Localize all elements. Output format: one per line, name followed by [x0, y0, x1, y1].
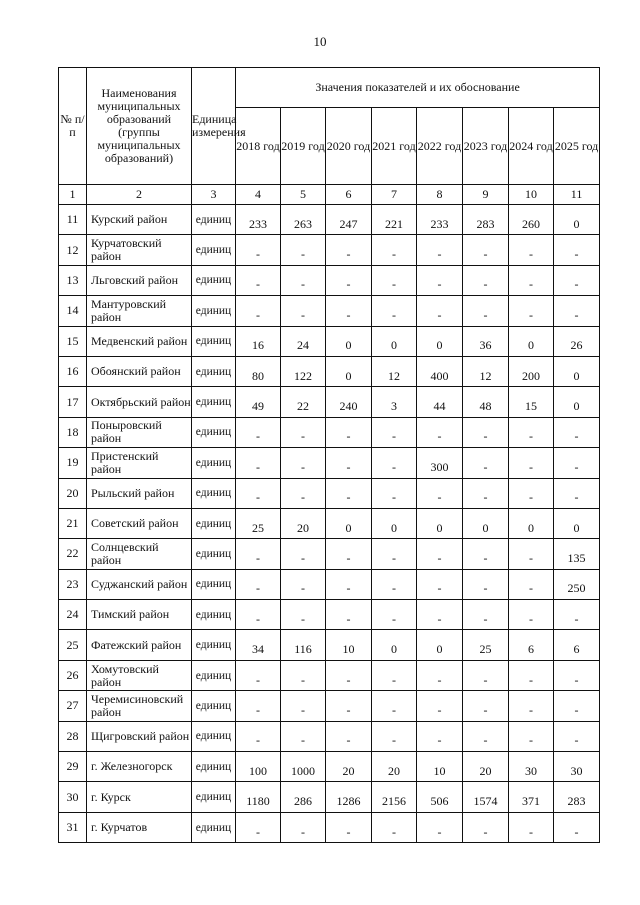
- value-cell: 0: [417, 630, 463, 660]
- table-row: [59, 660, 600, 690]
- value-cell: -: [326, 265, 372, 295]
- table-row: [59, 691, 600, 721]
- value-cell: 0: [417, 508, 463, 538]
- value-cell: -: [417, 812, 463, 842]
- value-cell: 1574: [463, 782, 509, 812]
- value-cell: -: [417, 539, 463, 569]
- row-number: 15: [59, 326, 87, 356]
- value-cell: -: [236, 417, 281, 447]
- value-cell: -: [554, 478, 600, 508]
- value-cell: 20: [463, 752, 509, 782]
- column-number: 1: [59, 185, 87, 205]
- unit-cell: единиц: [192, 205, 236, 235]
- value-cell: 48: [463, 387, 509, 417]
- value-cell: -: [326, 812, 372, 842]
- header-year: 2021 год: [372, 108, 417, 185]
- value-cell: -: [236, 721, 281, 751]
- table-row: [59, 752, 600, 782]
- value-cell: -: [326, 600, 372, 630]
- value-cell: -: [509, 417, 554, 447]
- value-cell: 24: [281, 326, 326, 356]
- value-cell: -: [554, 417, 600, 447]
- value-cell: -: [372, 265, 417, 295]
- value-cell: -: [372, 448, 417, 478]
- value-cell: -: [417, 265, 463, 295]
- value-cell: -: [417, 660, 463, 690]
- column-number: 8: [417, 185, 463, 205]
- table-row: [59, 539, 600, 569]
- table-row: [59, 721, 600, 751]
- municipality-name: г. Курск: [87, 782, 192, 812]
- table-row: [59, 569, 600, 599]
- value-cell: 116: [281, 630, 326, 660]
- value-cell: 286: [281, 782, 326, 812]
- municipality-name: Медвенский район: [87, 326, 192, 356]
- value-cell: -: [326, 721, 372, 751]
- value-cell: -: [281, 691, 326, 721]
- value-cell: -: [463, 417, 509, 447]
- value-cell: -: [463, 691, 509, 721]
- value-cell: 0: [417, 326, 463, 356]
- column-number: 11: [554, 185, 600, 205]
- municipality-name: г. Курчатов: [87, 812, 192, 842]
- table-row: [59, 782, 600, 812]
- header-name: Наименования муниципальных образований (группы муниципальных образований): [87, 68, 192, 185]
- value-cell: 36: [463, 326, 509, 356]
- value-cell: 260: [509, 205, 554, 235]
- table-row: [59, 812, 600, 842]
- municipality-name: Рыльский район: [87, 478, 192, 508]
- value-cell: -: [554, 660, 600, 690]
- value-cell: -: [236, 296, 281, 326]
- value-cell: -: [236, 600, 281, 630]
- table-row: [59, 478, 600, 508]
- column-number: 7: [372, 185, 417, 205]
- header-num: № п/п: [59, 68, 87, 185]
- value-cell: 400: [417, 356, 463, 386]
- value-cell: 250: [554, 569, 600, 599]
- value-cell: -: [463, 569, 509, 599]
- column-number: 4: [236, 185, 281, 205]
- value-cell: 10: [326, 630, 372, 660]
- row-number: 23: [59, 569, 87, 599]
- value-cell: -: [326, 235, 372, 265]
- column-number: 5: [281, 185, 326, 205]
- value-cell: 0: [509, 508, 554, 538]
- value-cell: -: [372, 812, 417, 842]
- value-cell: 25: [463, 630, 509, 660]
- unit-cell: единиц: [192, 539, 236, 569]
- value-cell: -: [236, 235, 281, 265]
- table-row: [59, 508, 600, 538]
- value-cell: 1000: [281, 752, 326, 782]
- value-cell: -: [509, 660, 554, 690]
- value-cell: -: [509, 812, 554, 842]
- unit-cell: единиц: [192, 265, 236, 295]
- value-cell: -: [326, 569, 372, 599]
- row-number: 14: [59, 296, 87, 326]
- header-year: 2025 год: [554, 108, 600, 185]
- value-cell: 44: [417, 387, 463, 417]
- value-cell: -: [463, 721, 509, 751]
- row-number: 19: [59, 448, 87, 478]
- value-cell: 371: [509, 782, 554, 812]
- value-cell: -: [417, 569, 463, 599]
- unit-cell: единиц: [192, 508, 236, 538]
- municipality-name: Суджанский район: [87, 569, 192, 599]
- value-cell: -: [281, 235, 326, 265]
- value-cell: 12: [463, 356, 509, 386]
- table-row: [59, 296, 600, 326]
- unit-cell: единиц: [192, 417, 236, 447]
- value-cell: 0: [326, 326, 372, 356]
- row-number: 13: [59, 265, 87, 295]
- value-cell: -: [509, 569, 554, 599]
- value-cell: -: [417, 235, 463, 265]
- value-cell: 80: [236, 356, 281, 386]
- column-number: 6: [326, 185, 372, 205]
- value-cell: -: [509, 235, 554, 265]
- value-cell: -: [326, 478, 372, 508]
- table-row: [59, 600, 600, 630]
- value-cell: -: [372, 660, 417, 690]
- value-cell: -: [236, 448, 281, 478]
- value-cell: 0: [509, 326, 554, 356]
- row-number: 29: [59, 752, 87, 782]
- table-row: [59, 356, 600, 386]
- unit-cell: единиц: [192, 356, 236, 386]
- value-cell: -: [326, 448, 372, 478]
- table-row: [59, 326, 600, 356]
- value-cell: -: [417, 478, 463, 508]
- value-cell: -: [281, 265, 326, 295]
- value-cell: -: [554, 812, 600, 842]
- value-cell: -: [417, 721, 463, 751]
- value-cell: -: [463, 600, 509, 630]
- value-cell: 16: [236, 326, 281, 356]
- municipality-name: Щигровский район: [87, 721, 192, 751]
- municipality-name: Фатежский район: [87, 630, 192, 660]
- value-cell: 0: [554, 387, 600, 417]
- value-cell: 506: [417, 782, 463, 812]
- value-cell: 0: [554, 205, 600, 235]
- row-number: 21: [59, 508, 87, 538]
- value-cell: -: [372, 691, 417, 721]
- value-cell: 1286: [326, 782, 372, 812]
- value-cell: 283: [463, 205, 509, 235]
- unit-cell: единиц: [192, 721, 236, 751]
- unit-cell: единиц: [192, 630, 236, 660]
- value-cell: 0: [372, 326, 417, 356]
- table-row: [59, 265, 600, 295]
- row-number: 22: [59, 539, 87, 569]
- municipality-name: Солнцевский район: [87, 539, 192, 569]
- value-cell: -: [509, 448, 554, 478]
- municipality-name: Хомутовский район: [87, 660, 192, 690]
- row-number: 26: [59, 660, 87, 690]
- value-cell: -: [554, 296, 600, 326]
- header-year: 2020 год: [326, 108, 372, 185]
- value-cell: -: [372, 235, 417, 265]
- header-year: 2024 год: [509, 108, 554, 185]
- value-cell: -: [281, 448, 326, 478]
- row-number: 28: [59, 721, 87, 751]
- value-cell: -: [463, 812, 509, 842]
- value-cell: 30: [554, 752, 600, 782]
- column-number: 3: [192, 185, 236, 205]
- value-cell: -: [281, 600, 326, 630]
- page-number: 10: [313, 34, 327, 49]
- value-cell: -: [463, 235, 509, 265]
- value-cell: -: [509, 691, 554, 721]
- table-row: [59, 387, 600, 417]
- value-cell: -: [463, 660, 509, 690]
- row-number: 11: [59, 205, 87, 235]
- row-number: 12: [59, 235, 87, 265]
- value-cell: -: [236, 812, 281, 842]
- row-number: 27: [59, 691, 87, 721]
- value-cell: 240: [326, 387, 372, 417]
- value-cell: 20: [281, 508, 326, 538]
- value-cell: 0: [372, 630, 417, 660]
- value-cell: 20: [326, 752, 372, 782]
- value-cell: -: [281, 812, 326, 842]
- value-cell: -: [463, 539, 509, 569]
- value-cell: 34: [236, 630, 281, 660]
- value-cell: -: [509, 721, 554, 751]
- value-cell: -: [236, 660, 281, 690]
- value-cell: 20: [372, 752, 417, 782]
- value-cell: 283: [554, 782, 600, 812]
- column-number: 10: [509, 185, 554, 205]
- row-number: 16: [59, 356, 87, 386]
- value-cell: 6: [554, 630, 600, 660]
- table-row: [59, 630, 600, 660]
- value-cell: -: [372, 417, 417, 447]
- value-cell: 25: [236, 508, 281, 538]
- value-cell: 100: [236, 752, 281, 782]
- value-cell: -: [554, 265, 600, 295]
- value-cell: -: [509, 265, 554, 295]
- row-number: 31: [59, 812, 87, 842]
- value-cell: -: [372, 569, 417, 599]
- value-cell: 10: [417, 752, 463, 782]
- value-cell: 200: [509, 356, 554, 386]
- value-cell: -: [326, 417, 372, 447]
- header-year: 2018 год: [236, 108, 281, 185]
- value-cell: 135: [554, 539, 600, 569]
- value-cell: -: [463, 478, 509, 508]
- value-cell: -: [326, 539, 372, 569]
- unit-cell: единиц: [192, 782, 236, 812]
- value-cell: -: [417, 600, 463, 630]
- value-cell: 263: [281, 205, 326, 235]
- value-cell: -: [417, 691, 463, 721]
- unit-cell: единиц: [192, 387, 236, 417]
- unit-cell: единиц: [192, 296, 236, 326]
- row-number: 18: [59, 417, 87, 447]
- value-cell: -: [509, 296, 554, 326]
- unit-cell: единиц: [192, 326, 236, 356]
- header-unit: Единица измерения: [192, 68, 236, 185]
- value-cell: -: [554, 448, 600, 478]
- row-number: 17: [59, 387, 87, 417]
- column-number: 2: [87, 185, 192, 205]
- value-cell: -: [236, 691, 281, 721]
- row-number: 30: [59, 782, 87, 812]
- value-cell: -: [281, 478, 326, 508]
- value-cell: 0: [326, 508, 372, 538]
- value-cell: 0: [463, 508, 509, 538]
- municipality-name: Обоянский район: [87, 356, 192, 386]
- value-cell: -: [281, 417, 326, 447]
- value-cell: 3: [372, 387, 417, 417]
- value-cell: -: [281, 296, 326, 326]
- unit-cell: единиц: [192, 691, 236, 721]
- header-year: 2019 год: [281, 108, 326, 185]
- value-cell: -: [554, 600, 600, 630]
- value-cell: -: [463, 448, 509, 478]
- value-cell: -: [326, 660, 372, 690]
- value-cell: -: [417, 296, 463, 326]
- value-cell: -: [236, 478, 281, 508]
- value-cell: -: [463, 265, 509, 295]
- value-cell: -: [372, 721, 417, 751]
- value-cell: 6: [509, 630, 554, 660]
- value-cell: 30: [509, 752, 554, 782]
- value-cell: -: [236, 569, 281, 599]
- unit-cell: единиц: [192, 812, 236, 842]
- value-cell: 26: [554, 326, 600, 356]
- row-number: 24: [59, 600, 87, 630]
- value-cell: -: [326, 296, 372, 326]
- row-number: 20: [59, 478, 87, 508]
- value-cell: 0: [554, 356, 600, 386]
- row-number: 25: [59, 630, 87, 660]
- municipality-name: Поныровский район: [87, 417, 192, 447]
- value-cell: 49: [236, 387, 281, 417]
- indicators-table: [58, 67, 600, 843]
- municipality-name: Льговский район: [87, 265, 192, 295]
- unit-cell: единиц: [192, 752, 236, 782]
- value-cell: -: [236, 539, 281, 569]
- value-cell: 22: [281, 387, 326, 417]
- value-cell: -: [372, 600, 417, 630]
- unit-cell: единиц: [192, 600, 236, 630]
- table-row: [59, 417, 600, 447]
- value-cell: -: [372, 296, 417, 326]
- municipality-name: Курский район: [87, 205, 192, 235]
- header-values: Значения показателей и их обоснование: [236, 68, 600, 108]
- value-cell: 300: [417, 448, 463, 478]
- value-cell: -: [372, 478, 417, 508]
- unit-cell: единиц: [192, 235, 236, 265]
- municipality-name: Октябрьский район: [87, 387, 192, 417]
- value-cell: -: [509, 478, 554, 508]
- value-cell: -: [509, 539, 554, 569]
- value-cell: 233: [417, 205, 463, 235]
- table-row: [59, 235, 600, 265]
- municipality-name: Тимский район: [87, 600, 192, 630]
- value-cell: -: [509, 600, 554, 630]
- value-cell: 0: [326, 356, 372, 386]
- municipality-name: Пристенский район: [87, 448, 192, 478]
- municipality-name: Курчатовский район: [87, 235, 192, 265]
- table-row: [59, 448, 600, 478]
- value-cell: 12: [372, 356, 417, 386]
- value-cell: 15: [509, 387, 554, 417]
- unit-cell: единиц: [192, 478, 236, 508]
- value-cell: 233: [236, 205, 281, 235]
- value-cell: -: [417, 417, 463, 447]
- value-cell: 1180: [236, 782, 281, 812]
- value-cell: -: [554, 235, 600, 265]
- table-row: [59, 205, 600, 235]
- value-cell: -: [281, 660, 326, 690]
- value-cell: -: [326, 691, 372, 721]
- header-year: 2022 год: [417, 108, 463, 185]
- value-cell: 122: [281, 356, 326, 386]
- unit-cell: единиц: [192, 569, 236, 599]
- value-cell: 2156: [372, 782, 417, 812]
- value-cell: -: [372, 539, 417, 569]
- value-cell: 0: [554, 508, 600, 538]
- municipality-name: Мантуровский район: [87, 296, 192, 326]
- header-year: 2023 год: [463, 108, 509, 185]
- value-cell: -: [281, 539, 326, 569]
- value-cell: 0: [372, 508, 417, 538]
- unit-cell: единиц: [192, 448, 236, 478]
- value-cell: -: [281, 569, 326, 599]
- value-cell: 221: [372, 205, 417, 235]
- value-cell: 247: [326, 205, 372, 235]
- municipality-name: Советский район: [87, 508, 192, 538]
- value-cell: -: [554, 691, 600, 721]
- value-cell: -: [463, 296, 509, 326]
- unit-cell: единиц: [192, 660, 236, 690]
- municipality-name: Черемисиновский район: [87, 691, 192, 721]
- value-cell: -: [281, 721, 326, 751]
- municipality-name: г. Железногорск: [87, 752, 192, 782]
- value-cell: -: [554, 721, 600, 751]
- value-cell: -: [236, 265, 281, 295]
- column-number: 9: [463, 185, 509, 205]
